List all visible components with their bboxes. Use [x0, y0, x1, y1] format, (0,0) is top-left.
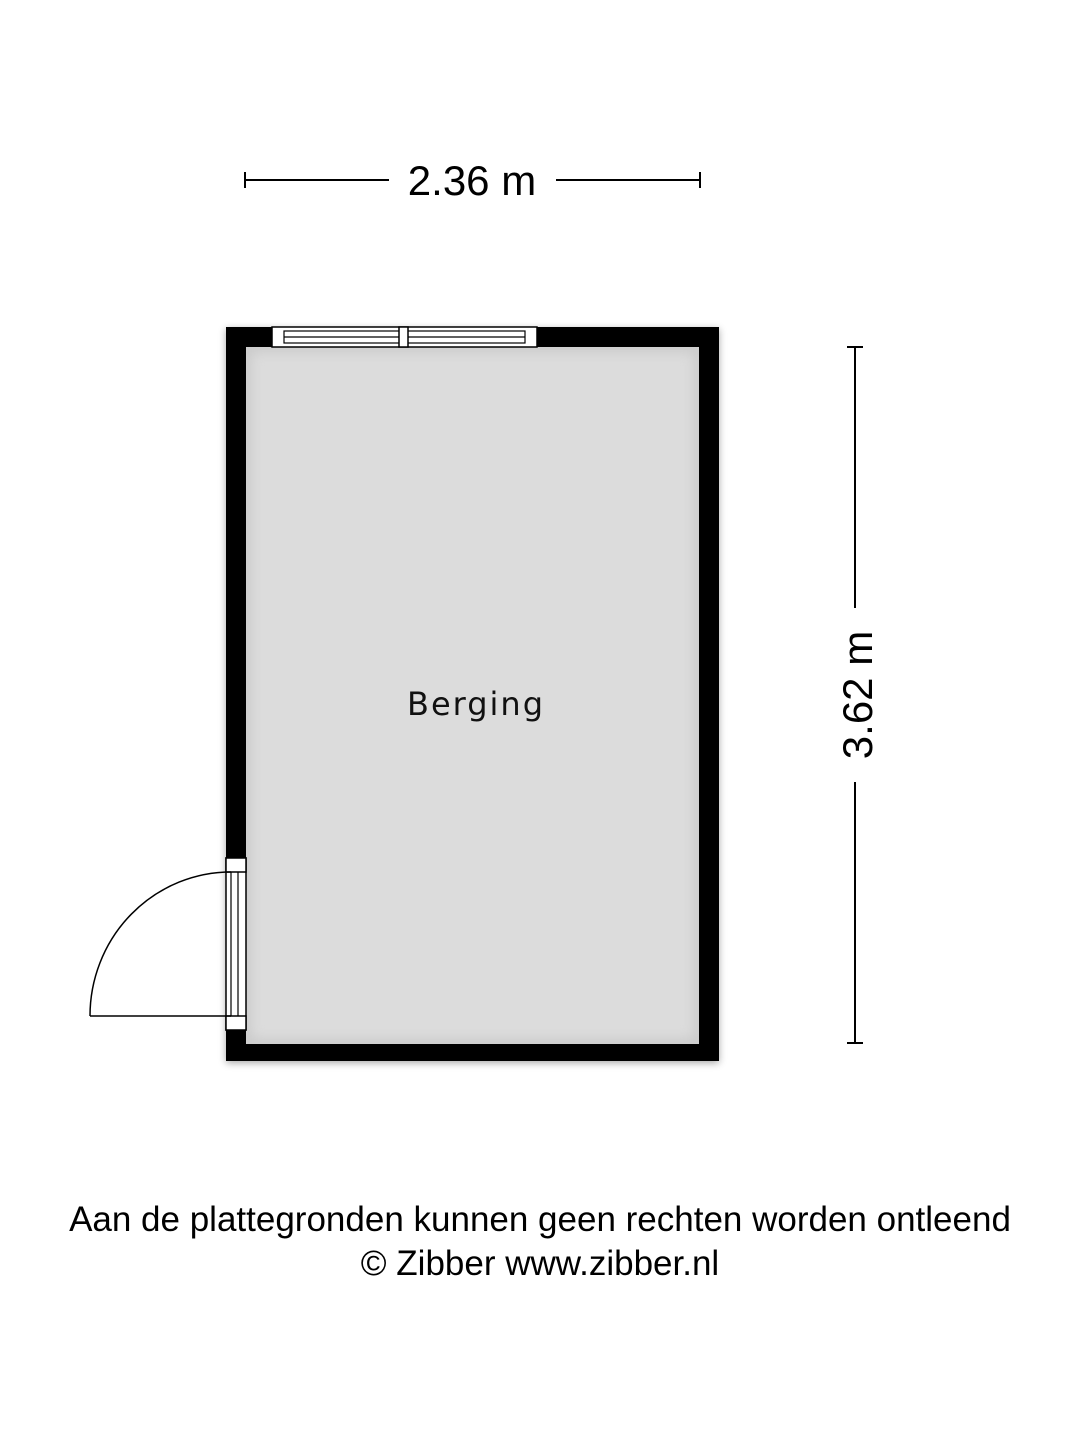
width-dimension-label: 2.36 m [407, 157, 537, 204]
door [90, 858, 246, 1030]
width-dimension [245, 157, 700, 204]
window [272, 327, 537, 347]
room-label: Berging [406, 685, 546, 723]
height-dimension-label: 3.62 m [834, 630, 881, 760]
disclaimer-text: Aan de plattegronden kunnen geen rechten worden ontleend [69, 1200, 1011, 1239]
copyright-text: © Zibber www.zibber.nl [360, 1244, 720, 1283]
room-berging [226, 327, 719, 1061]
height-dimension [834, 347, 881, 1043]
